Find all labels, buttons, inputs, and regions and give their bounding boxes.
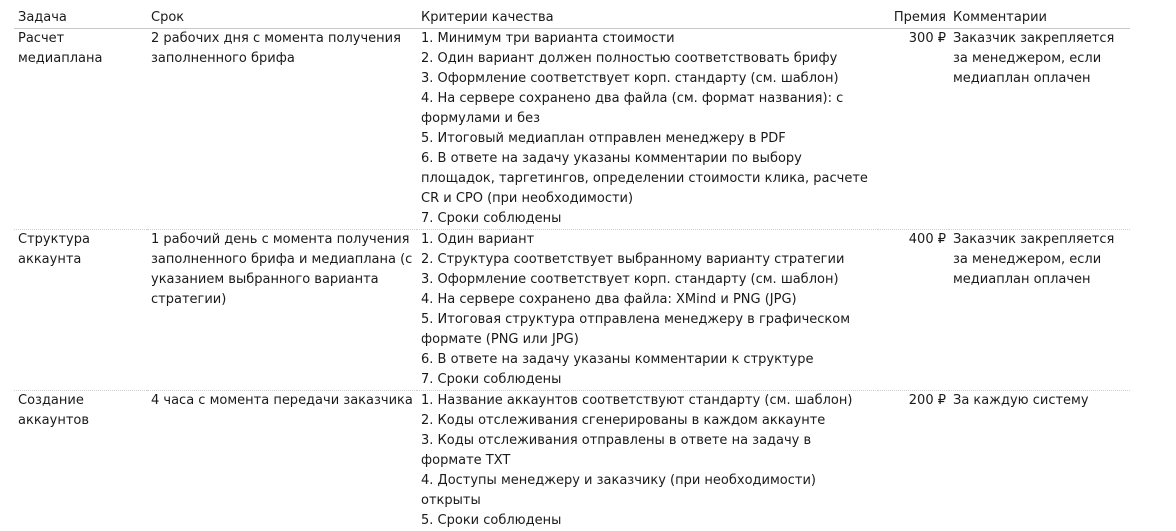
task-cell[interactable]: Расчет медиаплана [14,29,147,230]
criteria-list [421,29,874,229]
comment-cell[interactable]: За каждую систему [949,391,1130,531]
criteria-item: 1. Название аккаунтов соответствуют стандарту (см. шаблон) [421,391,874,411]
header-row [14,8,1130,29]
task-cell[interactable]: Структура аккаунта [14,230,147,391]
header-term[interactable]: Срок [147,8,417,29]
criteria-item: 7. Сроки соблюдены [421,370,874,390]
comment-cell[interactable]: Заказчик закрепляется за менеджером, если медиаплан оплачен [949,230,1130,391]
criteria-item: 4. Доступы менеджеру и заказчику (при необходимости) открыты [421,471,874,511]
criteria-item: 6. В ответе на задачу указаны комментарии к структуре [421,350,874,370]
header-prize[interactable]: Премия [878,8,949,29]
header-task[interactable]: Задача [14,8,147,29]
criteria-item: 3. Коды отслеживания отправлены в ответе на задачу в формате TXT [421,431,874,471]
criteria-item: 3. Оформление соответствует корп. стандарту (см. шаблон) [421,69,874,89]
term-cell[interactable]: 1 рабочий день с момента получения заполненного брифа и медиаплана (с указанием выбранного варианта стратегии) [147,230,417,391]
criteria-item: 2. Структура соответствует выбранному варианту стратегии [421,250,874,270]
comment-cell[interactable]: Заказчик закрепляется за менеджером, если медиаплан оплачен [949,29,1130,230]
table-row [14,230,1130,391]
tasks-table [14,8,1130,531]
criteria-item: 7. Сроки соблюдены [421,209,874,229]
criteria-item: 2. Коды отслеживания сгенерированы в каждом аккаунте [421,411,874,431]
table-row [14,29,1130,230]
criteria-cell[interactable] [417,230,878,391]
header-comment[interactable]: Комментарии [949,8,1130,29]
table-row [14,391,1130,531]
criteria-cell[interactable] [417,29,878,230]
criteria-item: 6. В ответе на задачу указаны комментарии по выбору площадок, таргетингов, определении стоимости клика, расчете CR и CPO (при необходимости) [421,149,874,209]
criteria-item: 4. На сервере сохранено два файла: XMind и PNG (JPG) [421,290,874,310]
prize-cell[interactable]: 300 ₽ [878,29,949,230]
criteria-item: 5. Сроки соблюдены [421,511,874,531]
criteria-item: 1. Минимум три варианта стоимости [421,29,874,49]
criteria-item: 2. Один вариант должен полностью соответствовать брифу [421,49,874,69]
criteria-item: 3. Оформление соответствует корп. стандарту (см. шаблон) [421,270,874,290]
criteria-cell[interactable] [417,391,878,531]
criteria-list [421,391,874,531]
criteria-item: 5. Итоговая структура отправлена менеджеру в графическом формате (PNG или JPG) [421,310,874,350]
criteria-item: 4. На сервере сохранено два файла (см. формат названия): с формулами и без [421,89,874,129]
criteria-item: 1. Один вариант [421,230,874,250]
criteria-list [421,230,874,390]
term-cell[interactable]: 2 рабочих дня с момента получения заполненного брифа [147,29,417,230]
header-criteria[interactable]: Критерии качества [417,8,878,29]
task-cell[interactable]: Создание аккаунтов [14,391,147,531]
prize-cell[interactable]: 200 ₽ [878,391,949,531]
criteria-item: 5. Итоговый медиаплан отправлен менеджеру в PDF [421,129,874,149]
term-cell[interactable]: 4 часа с момента передачи заказчика [147,391,417,531]
prize-cell[interactable]: 400 ₽ [878,230,949,391]
